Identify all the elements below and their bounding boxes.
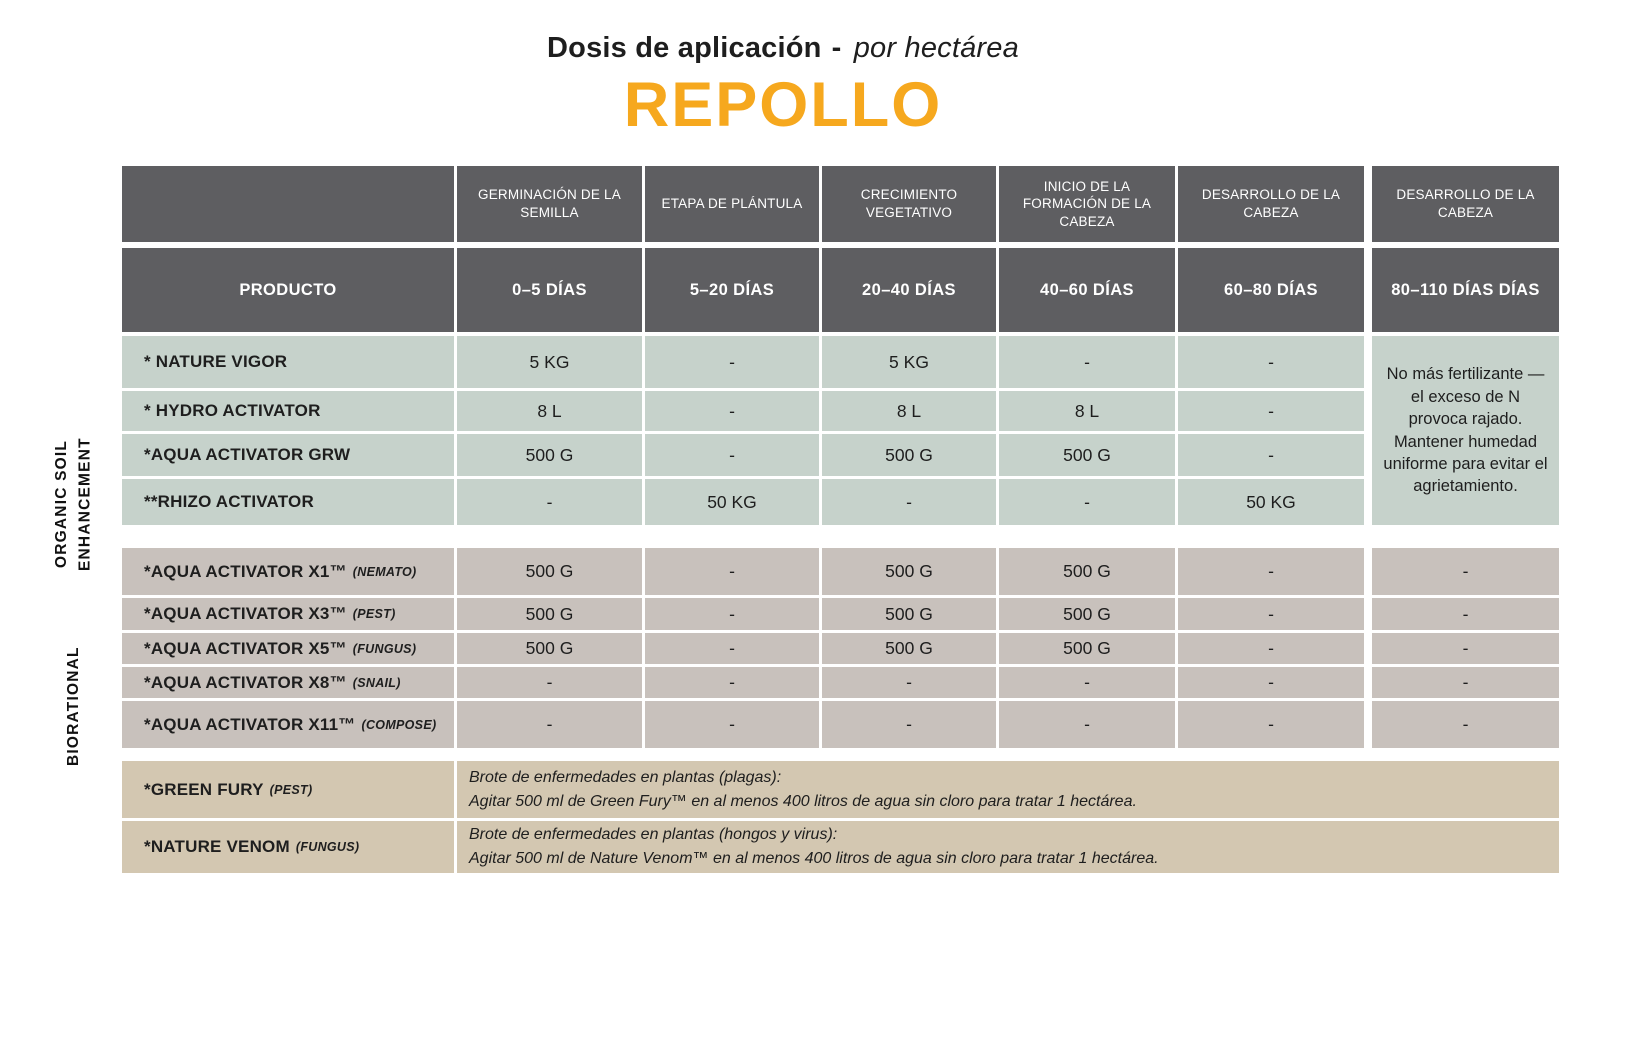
product-name: *AQUA ACTIVATOR GRW <box>144 445 351 464</box>
days-header-cell: 0–5 DÍAS <box>457 248 642 332</box>
table-row <box>122 667 1559 698</box>
dose-table <box>122 166 1559 873</box>
page-title-main: Dosis de aplicación <box>547 32 822 64</box>
dose-value-cell: - <box>1178 391 1364 431</box>
days-header-cell: 80–110 DÍAS DÍAS <box>1372 248 1559 332</box>
product-name: *NATURE VENOM <box>144 837 290 856</box>
stage-header-cell: CRECIMIENTO VEGETATIVO <box>822 166 996 242</box>
product-name: *AQUA ACTIVATOR X1™ <box>144 561 347 581</box>
product-qualifier: (SNAIL) <box>352 675 401 690</box>
product-name: * HYDRO ACTIVATOR <box>144 401 321 420</box>
table-row <box>122 821 1559 873</box>
crop-title: REPOLLO <box>623 70 943 140</box>
stage-header-row <box>122 166 1559 242</box>
section-label-organic: ORGANIC SOIL ENHANCEMENT <box>53 437 94 571</box>
product-name-cell <box>122 434 454 476</box>
product-qualifier: (COMPOSE) <box>361 717 437 732</box>
title-block <box>0 32 1566 141</box>
dose-value-cell: 500 G <box>457 633 642 664</box>
product-name-cell <box>122 821 454 873</box>
instruction-cell <box>457 821 1559 873</box>
dose-value-cell: 50 KG <box>1178 479 1364 525</box>
days-header-cell: 20–40 DÍAS <box>822 248 996 332</box>
product-qualifier: (FUNGUS) <box>352 641 417 656</box>
dose-value-cell: 500 G <box>999 548 1175 595</box>
dose-value-cell: 8 L <box>457 391 642 431</box>
dose-value-cell: 500 G <box>457 548 642 595</box>
table-row <box>122 479 1559 525</box>
table-row <box>122 391 1559 431</box>
stage-header-cell: DESARROLLO DE LA CABEZA <box>1372 166 1559 242</box>
instruction-line: Brote de enfermedades en plantas (hongos y virus): <box>469 826 838 843</box>
product-header-cell: PRODUCTO <box>122 248 454 332</box>
product-name: *AQUA ACTIVATOR X11™ <box>144 714 356 734</box>
dose-value-cell: - <box>1372 667 1559 698</box>
dose-value-cell: 8 L <box>822 391 996 431</box>
days-header-cell: 5–20 DÍAS <box>645 248 819 332</box>
instruction-cell <box>457 761 1559 818</box>
dose-value-cell: - <box>645 598 819 630</box>
dose-value-cell: - <box>645 701 819 748</box>
product-name: * NATURE VIGOR <box>144 352 288 371</box>
instruction-line: Agitar 500 ml de Nature Venom™ en al menos 400 litros de agua sin cloro para tratar 1 hectárea. <box>469 850 1159 867</box>
table-row <box>122 633 1559 664</box>
product-qualifier: (FUNGUS) <box>295 840 360 854</box>
dose-value-cell: - <box>645 336 819 388</box>
product-qualifier: (NEMATO) <box>352 564 417 579</box>
dose-value-cell: - <box>822 701 996 748</box>
table-row <box>122 548 1559 595</box>
product-name-cell <box>122 598 454 630</box>
dose-value-cell: - <box>457 667 642 698</box>
section-label-biorational: BIORATIONAL <box>65 646 82 766</box>
dose-value-cell: 500 G <box>999 598 1175 630</box>
dose-value-cell: 500 G <box>822 434 996 476</box>
instruction-line: Brote de enfermedades en plantas (plagas): <box>469 768 782 786</box>
days-header-cell: 60–80 DÍAS <box>1178 248 1364 332</box>
dose-value-cell: - <box>1178 336 1364 388</box>
product-name: *AQUA ACTIVATOR X8™ <box>144 672 347 692</box>
stage-header-cell: GERMINACIÓN DE LA SEMILLA <box>457 166 642 242</box>
dose-value-cell: - <box>1372 598 1559 630</box>
page-title <box>0 32 1566 65</box>
dose-value-cell: 5 KG <box>457 336 642 388</box>
product-name: *GREEN FURY <box>144 779 264 799</box>
table-row <box>122 701 1559 748</box>
dose-value-cell: - <box>457 479 642 525</box>
table-row <box>122 598 1559 630</box>
dose-value-cell: - <box>822 479 996 525</box>
dose-value-cell: 500 G <box>999 434 1175 476</box>
product-name-cell <box>122 391 454 431</box>
dose-value-cell: - <box>1372 548 1559 595</box>
dose-value-cell: - <box>1178 701 1364 748</box>
product-qualifier: (PEST) <box>352 607 396 621</box>
stage-header-cell: DESARROLLO DE LA CABEZA <box>1178 166 1364 242</box>
product-name-cell <box>122 548 454 595</box>
note-cell: No más fertilizante — el exceso de N provoca rajado. Mantener humedad uniforme para evitar el agrietamiento. <box>1372 336 1559 525</box>
product-name-cell <box>122 479 454 525</box>
table-row <box>122 336 1559 388</box>
dose-value-cell: - <box>1372 633 1559 664</box>
dose-value-cell: 8 L <box>999 391 1175 431</box>
dose-value-cell: 500 G <box>457 598 642 630</box>
dose-value-cell: - <box>1178 548 1364 595</box>
page-title-sub: por hectárea <box>853 32 1019 64</box>
table-row <box>122 761 1559 818</box>
table-row <box>122 434 1559 476</box>
dose-value-cell: - <box>645 434 819 476</box>
page-title-dash: - <box>831 32 842 64</box>
dose-value-cell: - <box>999 701 1175 748</box>
product-name: *AQUA ACTIVATOR X3™ <box>144 604 347 623</box>
dose-value-cell: - <box>822 667 996 698</box>
dose-value-cell: 500 G <box>999 633 1175 664</box>
product-qualifier: (PEST) <box>269 782 313 797</box>
dose-value-cell: - <box>645 667 819 698</box>
product-name: *AQUA ACTIVATOR X5™ <box>144 638 347 658</box>
instruction-line: Agitar 500 ml de Green Fury™ en al menos 400 litros de agua sin cloro para tratar 1 hectárea. <box>469 792 1137 810</box>
product-name-cell <box>122 667 454 698</box>
dose-value-cell: - <box>1178 633 1364 664</box>
product-name-cell <box>122 336 454 388</box>
dose-value-cell: - <box>1178 667 1364 698</box>
dose-value-cell: - <box>645 548 819 595</box>
product-name: **RHIZO ACTIVATOR <box>144 492 314 511</box>
dose-value-cell: - <box>645 391 819 431</box>
product-name-cell <box>122 633 454 664</box>
product-name-cell <box>122 701 454 748</box>
stage-header-cell: ETAPA DE PLÁNTULA <box>645 166 819 242</box>
days-header-row <box>122 248 1559 332</box>
dose-value-cell: - <box>999 667 1175 698</box>
organic-section <box>122 336 1559 525</box>
dose-value-cell: 500 G <box>457 434 642 476</box>
stage-header-empty-cell <box>122 166 454 242</box>
dose-value-cell: - <box>645 633 819 664</box>
dose-value-cell: 500 G <box>822 598 996 630</box>
dose-value-cell: - <box>1178 598 1364 630</box>
dose-value-cell: - <box>1178 434 1364 476</box>
stage-header-cell: INICIO DE LA FORMACIÓN DE LA CABEZA <box>999 166 1175 242</box>
dose-value-cell: 500 G <box>822 633 996 664</box>
dose-value-cell: 500 G <box>822 548 996 595</box>
dose-value-cell: 5 KG <box>822 336 996 388</box>
dose-value-cell: - <box>1372 701 1559 748</box>
dose-value-cell: - <box>999 336 1175 388</box>
dose-value-cell: - <box>457 701 642 748</box>
dose-value-cell: 50 KG <box>645 479 819 525</box>
days-header-cell: 40–60 DÍAS <box>999 248 1175 332</box>
product-name-cell <box>122 761 454 818</box>
dose-value-cell: - <box>999 479 1175 525</box>
